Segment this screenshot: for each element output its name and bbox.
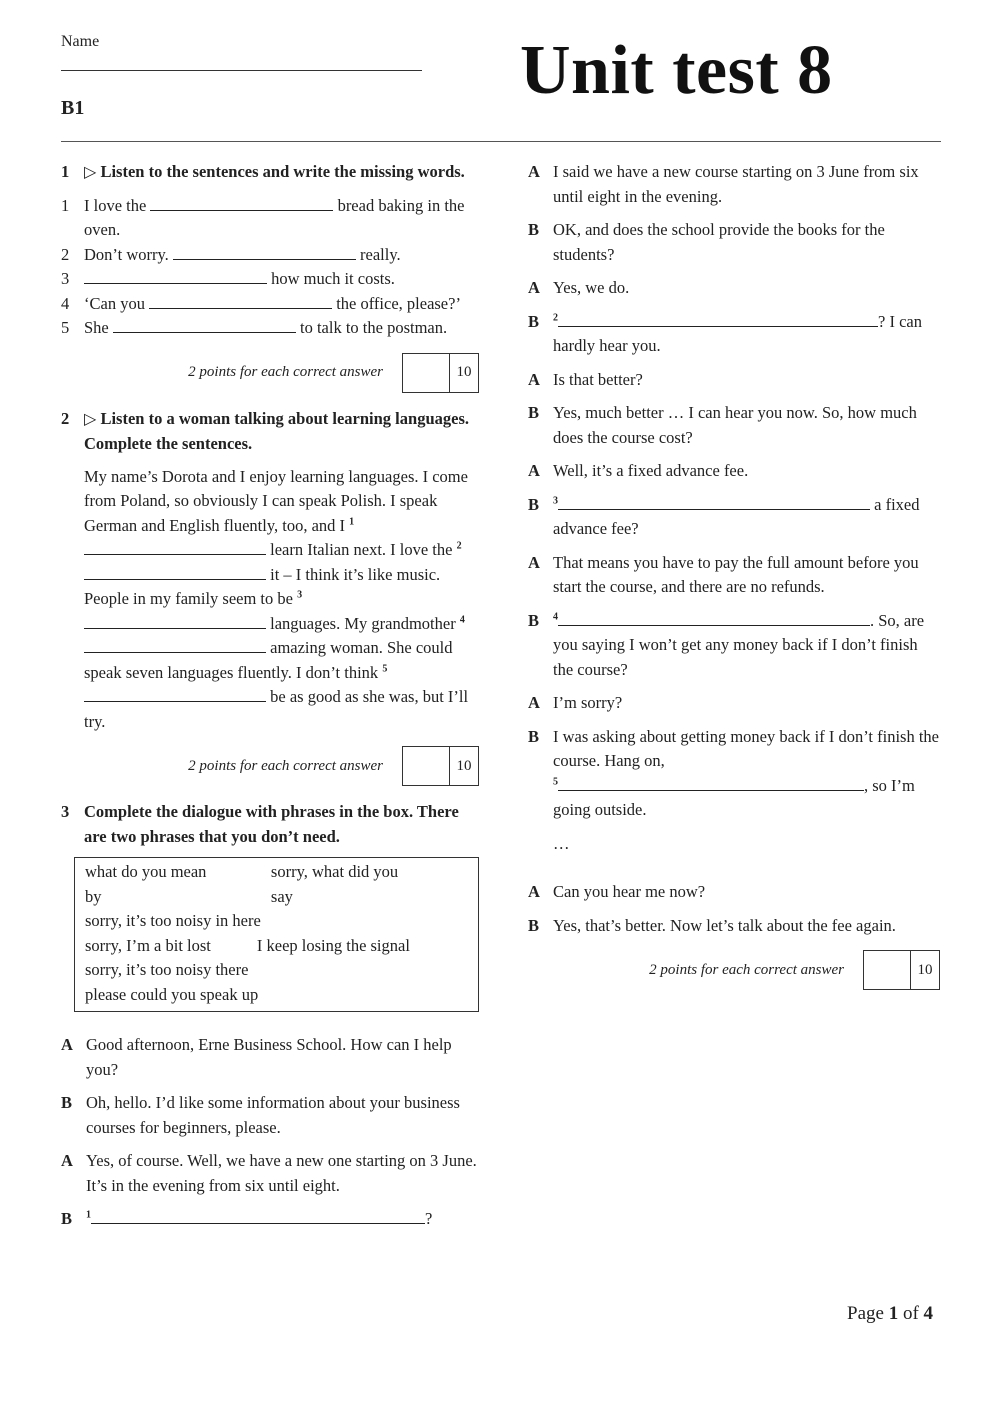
speaker-label: B — [528, 610, 540, 630]
points-note: 2 points for each correct answer — [649, 961, 844, 978]
speaker-label: A — [528, 162, 540, 181]
page-total: 4 — [923, 1303, 934, 1324]
answer-blank[interactable] — [91, 1209, 425, 1224]
dialogue-text: Yes, much better … I can hear you now. So, how much does the course cost? — [553, 403, 917, 447]
ex2-heading — [61, 407, 479, 457]
ex2-paragraph — [84, 465, 479, 735]
dialogue-text: ? I can hardly hear you. — [553, 311, 922, 355]
ex2-title: Listen to a woman talking about learning languages. Complete the sentences. — [84, 408, 469, 453]
score-input[interactable] — [864, 951, 911, 989]
phrase-row — [85, 958, 468, 983]
answer-blank[interactable] — [84, 269, 267, 284]
speaker-label: B — [528, 494, 540, 514]
dialogue-text: That means you have to pay the full amount before you start the course, and there are no refunds. — [553, 552, 919, 596]
score-box — [402, 353, 479, 393]
dialogue-gap-line — [528, 310, 940, 359]
score-box — [402, 746, 479, 786]
gap-number: 2 — [553, 312, 558, 323]
item-text-after: to talk to the postman. — [300, 318, 448, 337]
text-segment: amazing woman. She could speak seven languages fluently. I don’t think — [84, 638, 453, 682]
item-number: 4 — [61, 293, 70, 313]
dialogue-line — [528, 880, 940, 905]
page-number: 1 — [888, 1303, 899, 1324]
text-segment: languages. My grandmother — [270, 613, 456, 633]
ex2-points — [61, 746, 479, 786]
page-title: Unit test 8 — [520, 32, 833, 109]
play-triangle-icon: ▷ — [84, 410, 97, 428]
score-box — [863, 950, 940, 990]
answer-blank[interactable] — [558, 495, 870, 510]
dialogue-text: Yes, of course. Well, we have a new one starting on 3 June. It’s in the evening from six until eight. — [86, 1151, 477, 1195]
ex1-item — [61, 267, 479, 292]
dialogue-text: I said we have a new course starting on 3 June from six until eight in the evening. — [553, 162, 919, 206]
phrase-box — [74, 857, 479, 1012]
dialogue-line — [61, 1091, 479, 1140]
ex1-number: 1 — [61, 162, 70, 181]
answer-blank[interactable] — [84, 638, 266, 653]
dialogue-text: Well, it’s a fixed advance fee. — [553, 461, 749, 480]
phrase: what do you mean by — [85, 862, 207, 906]
phrase-row — [85, 909, 468, 934]
speaker-label: B — [528, 726, 540, 746]
speaker-label: A — [528, 278, 540, 297]
item-text-before: ‘Can you — [84, 293, 145, 313]
item-text-before: I love the — [84, 195, 147, 215]
ex1-item — [61, 292, 479, 317]
answer-blank[interactable] — [84, 565, 266, 580]
item-text-after: how much it costs. — [271, 269, 395, 288]
phrase: please could you speak up — [85, 984, 259, 1004]
phrase: sorry, what did you say — [270, 862, 399, 906]
left-column — [61, 160, 479, 1241]
dialogue-line — [61, 1149, 479, 1198]
ex1-item — [61, 194, 479, 243]
gap-number: 4 — [553, 611, 558, 622]
item-text-after: bread baking in the oven. — [84, 195, 465, 239]
ellipsis-text: … — [553, 833, 570, 853]
item-number: 3 — [61, 269, 70, 288]
ex1-item — [61, 243, 479, 268]
dialogue-line — [528, 368, 940, 393]
dialogue-text: a fixed advance fee? — [553, 494, 920, 538]
item-text-before: Don’t worry. — [84, 244, 169, 264]
phrase-row — [85, 983, 468, 1008]
score-input[interactable] — [403, 354, 450, 392]
page-footer — [847, 1302, 933, 1327]
ex3-number: 3 — [61, 802, 70, 821]
dialogue-line — [528, 401, 940, 450]
speaker-label: B — [61, 1209, 73, 1228]
item-number: 2 — [61, 244, 70, 264]
speaker-label: A — [528, 369, 540, 389]
ex1-heading — [61, 160, 479, 186]
gap-number: 1 — [349, 516, 355, 527]
answer-blank[interactable] — [84, 540, 266, 555]
answer-blank[interactable] — [84, 614, 266, 629]
spacer — [61, 1012, 479, 1033]
ex1-title: Listen to the sentences and write the missing words. — [100, 162, 465, 181]
gap-number: 4 — [459, 614, 465, 625]
ex3-points — [528, 950, 940, 990]
dialogue-text: Yes, we do. — [553, 278, 630, 297]
phrase: sorry, I’m a bit lost — [85, 935, 211, 955]
dialogue-line — [61, 1033, 479, 1082]
text-segment: My name’s Dorota and I enjoy learning languages. I come from Poland, so obviously I can speak Polish. I speak German and English fluently, too, and I — [84, 466, 468, 535]
of-word: of — [902, 1303, 919, 1324]
dialogue-gap-line — [61, 1207, 479, 1232]
dialogue-text: Can you hear me now? — [553, 882, 706, 901]
dialogue-text: Good afternoon, Erne Business School. How can I help you? — [86, 1035, 452, 1079]
score-max: 10 — [456, 364, 472, 381]
item-text-after: really. — [360, 244, 401, 264]
speaker-label: A — [528, 461, 540, 480]
points-note: 2 points for each correct answer — [188, 364, 383, 381]
name-line — [61, 70, 422, 71]
points-note: 2 points for each correct answer — [188, 757, 383, 774]
phrase: sorry, it’s too noisy there — [85, 960, 249, 979]
item-number: 5 — [61, 318, 70, 337]
speaker-label: A — [528, 882, 540, 901]
dialogue-text: . So, are you saying I won’t get any money back if I don’t finish the course? — [553, 610, 925, 679]
ex3-heading — [61, 800, 479, 849]
dialogue-gap-line — [528, 493, 940, 542]
dialogue-gap-line — [528, 725, 940, 823]
speaker-label: A — [61, 1035, 73, 1054]
text-segment: it – I think it’s like music. People in my family seem to be — [84, 564, 441, 608]
header-divider — [61, 141, 941, 142]
dialogue-gap-line — [528, 609, 940, 683]
phrase: sorry, it’s too noisy in here — [85, 911, 261, 930]
dialogue-text: I’m sorry? — [553, 693, 623, 712]
speaker-label: B — [528, 311, 540, 331]
speaker-label: B — [528, 403, 540, 422]
phrase: I keep losing the signal — [256, 935, 410, 955]
gap-number: 3 — [553, 495, 558, 506]
dialogue-line — [528, 218, 940, 267]
dialogue-line — [528, 914, 940, 939]
gap-number: 2 — [456, 540, 462, 552]
phrase-row — [85, 934, 468, 959]
score-max: 10 — [456, 757, 472, 774]
ex3-title: Complete the dialogue with phrases in the box. There are two phrases that you don’t need. — [84, 802, 459, 846]
speaker-label: A — [528, 693, 540, 712]
right-column — [528, 160, 940, 990]
speaker-label — [528, 832, 553, 857]
gap-number: 3 — [297, 589, 303, 601]
dialogue-text: Is that better? — [553, 369, 643, 389]
ex1-points — [61, 353, 479, 393]
gap-number: 5 — [553, 776, 558, 787]
ex2-number: 2 — [61, 408, 70, 428]
page-word: Page — [847, 1303, 884, 1324]
answer-blank[interactable] — [558, 776, 864, 791]
answer-blank[interactable] — [113, 318, 296, 333]
level-label: B1 — [61, 97, 85, 119]
answer-blank[interactable] — [558, 312, 878, 327]
item-number: 1 — [61, 195, 70, 215]
score-input[interactable] — [403, 747, 450, 785]
answer-blank[interactable] — [149, 294, 332, 309]
dialogue-text: Oh, hello. I’d like some information about your business courses for beginners, please. — [86, 1093, 460, 1137]
item-text-after: the office, please?’ — [336, 293, 461, 313]
dialogue-text: ? — [425, 1209, 433, 1228]
dialogue-text: Yes, that’s better. Now let’s talk about the fee again. — [553, 915, 896, 935]
speaker-label: A — [528, 552, 540, 572]
answer-blank[interactable] — [150, 196, 333, 211]
speaker-label: B — [61, 1093, 73, 1112]
speaker-label: A — [61, 1151, 73, 1170]
text-segment: learn Italian next. I love the — [270, 540, 453, 559]
dialogue-line — [528, 459, 940, 484]
answer-blank[interactable] — [558, 611, 870, 626]
dialogue-ellipsis — [528, 832, 940, 857]
speaker-label: B — [528, 220, 540, 239]
speaker-label: B — [528, 915, 540, 935]
name-label: Name — [61, 33, 100, 50]
dialogue-line — [528, 160, 940, 209]
dialogue-line — [528, 551, 940, 600]
phrase-row — [85, 860, 468, 909]
dialogue-line — [528, 691, 940, 716]
dialogue-text: OK, and does the school provide the books for the students? — [553, 220, 885, 264]
gap-number: 5 — [382, 663, 388, 674]
answer-blank[interactable] — [173, 245, 356, 260]
answer-blank[interactable] — [84, 687, 266, 702]
dialogue-text: , so I’m going outside. — [553, 775, 915, 819]
gap-number: 1 — [86, 1209, 91, 1221]
score-max: 10 — [917, 961, 933, 978]
item-text-before: She — [84, 318, 109, 337]
dialogue-line — [528, 276, 940, 301]
text-segment: be as good as she was, but I’ll try. — [84, 687, 469, 731]
dialogue-text: I was asking about getting money back if I don’t finish the course. Hang on, — [553, 726, 939, 770]
ex1-item — [61, 316, 479, 341]
play-triangle-icon: ▷ — [84, 164, 97, 181]
